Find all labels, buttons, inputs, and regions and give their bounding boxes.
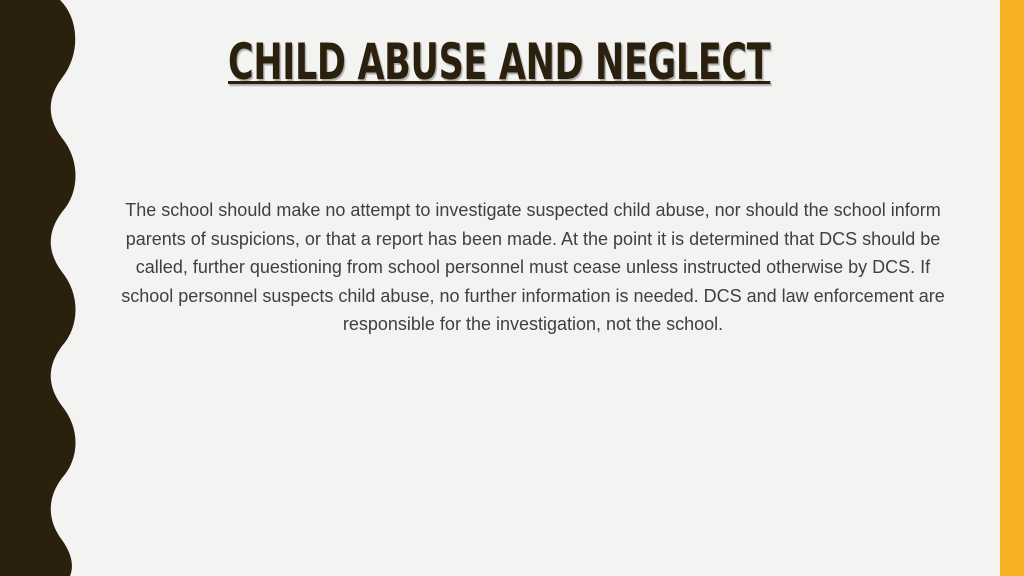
slide-body-text: The school should make no attempt to investigate suspected child abuse, nor should the school inform parents of suspicions, or that a report has been made. At the point it is determined that DCS should be called, further questioning from school personnel must cease unless instructed otherwise by DCS. If school personnel suspects child abuse, no further information is needed. DCS and law enforcement are responsible for the investigation, not the school. — [121, 200, 945, 334]
decorative-wavy-band — [0, 0, 80, 576]
decorative-accent-bar — [1000, 0, 1024, 576]
slide-title: CHILD ABUSE AND NEGLECT — [228, 33, 771, 91]
